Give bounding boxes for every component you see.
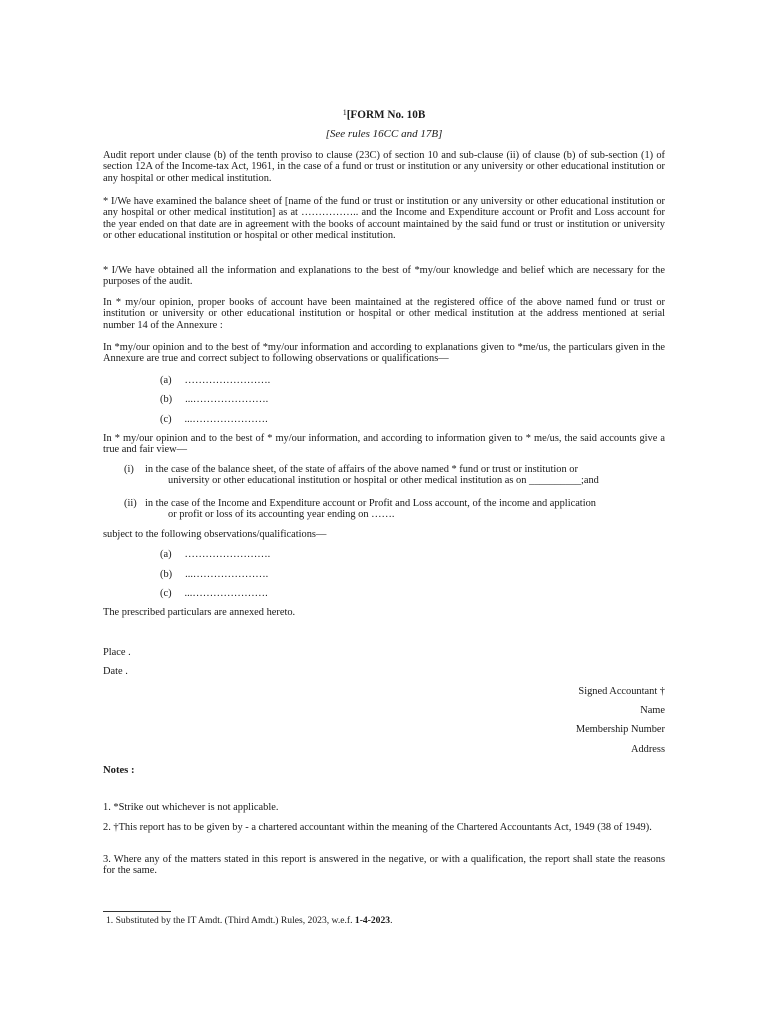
paragraph-particulars: In *my/our opinion and to the best of *my/our information and according to explanations given to *me/us, the particulars given in the Annexure are true and correct subject to following observations or qualifications— xyxy=(103,342,665,365)
address-label: Address xyxy=(630,744,665,755)
intro-paragraph: Audit report under clause (b) of the tenth proviso to clause (23C) of section 10 and sub-clause (ii) of clause (b) of sub-section (1) of section 12A of the Income-tax Act, 1961, in the case of a fund or trust or institution or any university or other educational institution or any hospital or other medical institution. xyxy=(103,150,665,184)
note-2: 2. †This report has to be given by - a chartered accountant within the meaning of the Chartered Accountants Act, 1949 (38 of 1949). xyxy=(103,822,652,833)
list-item: (c) ...…………………. xyxy=(160,414,268,425)
list-item: (b) ...…………………. xyxy=(160,569,269,580)
list-item: (b) ...…………………. xyxy=(160,394,269,405)
note-1: 1. *Strike out whichever is not applicable. xyxy=(103,802,279,813)
form-title: $^1$[FORM No. 10B xyxy=(342,108,426,121)
paragraph-annexed: The prescribed particulars are annexed hereto. xyxy=(103,607,296,618)
list-item: (c) ...…………………. xyxy=(160,588,268,599)
paragraph-books: In * my/our opinion, proper books of account have been maintained at the registered office of the above named fund or trust or institution or university or other educational institution or hospital or other medical institution at the address mentioned at serial number 14 of the Annexure : xyxy=(103,297,665,331)
view-item-i: (i) in the case of the balance sheet, of the state of affairs of the above named * fund or trust or institution or university or other educational institution or hospital or other medical institution as on __________;and xyxy=(124,464,599,487)
date-label: Date . xyxy=(103,666,128,677)
signed-accountant-label: Signed Accountant † xyxy=(578,686,665,697)
place-label: Place . xyxy=(103,647,131,658)
list-item: (a) ……………………. xyxy=(160,375,271,386)
form-subtitle: [See rules 16CC and 17B] xyxy=(325,128,443,140)
paragraph-true-fair: In * my/our opinion and to the best of * my/our information, and according to information given to * me/us, the said accounts give a true and fair view— xyxy=(103,433,665,456)
list-item: (a) ……………………. xyxy=(160,549,271,560)
footnote-divider xyxy=(103,911,171,912)
membership-number-label: Membership Number xyxy=(575,724,665,735)
paragraph-subject: subject to the following observations/qualifications— xyxy=(103,529,327,540)
name-label: Name xyxy=(640,705,665,716)
view-item-ii: (ii) in the case of the Income and Expenditure account or Profit and Loss account, of the income and application or profit or loss of its accounting year ending on ……. xyxy=(124,498,596,521)
notes-heading: Notes : xyxy=(103,765,135,776)
paragraph-examined: * I/We have examined the balance sheet of [name of the fund or trust or institution or any university or other educational institution or any hospital or other medical institution] as at …………….. and the Income and Expenditure account or Profit and Loss account for the year ended on that date are in agreement with the books of account maintained by the said fund or trust or institution or university or other educational institution or hospital or other medical institution. xyxy=(103,196,665,242)
footnote: 1. Substituted by the IT Amdt. (Third Amdt.) Rules, 2023, w.e.f. 1-4-2023. xyxy=(106,915,393,926)
paragraph-information: * I/We have obtained all the information and explanations to the best of *my/our knowledge and belief which are necessary for the purposes of the audit. xyxy=(103,265,665,288)
note-3: 3. Where any of the matters stated in this report is answered in the negative, or with a qualification, the report shall state the reasons for the same. xyxy=(103,854,665,877)
footnote-ref: 1 xyxy=(342,108,347,117)
